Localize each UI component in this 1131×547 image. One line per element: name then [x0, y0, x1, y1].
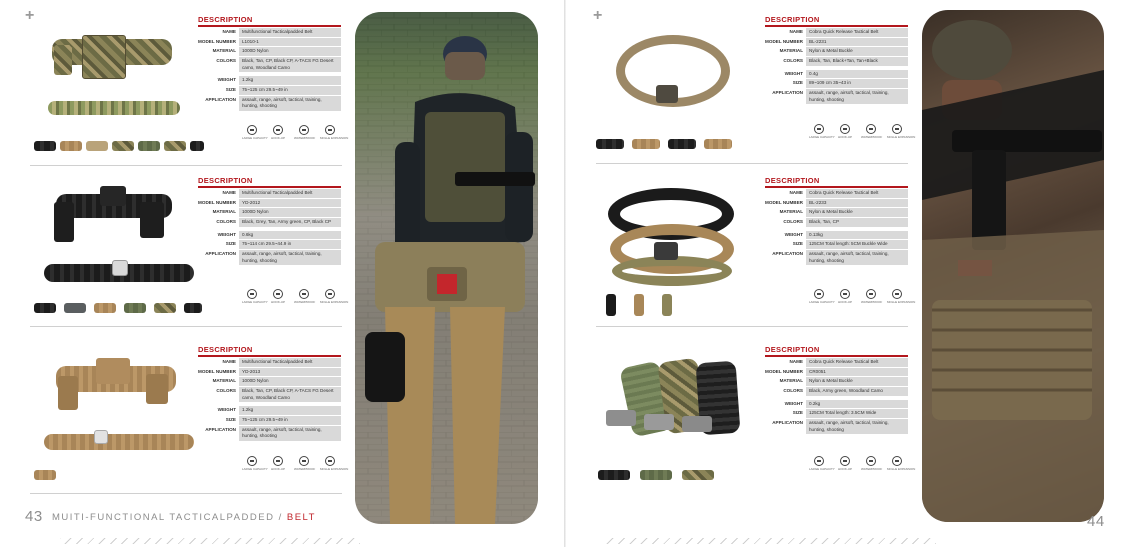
waterproof-icon	[866, 456, 876, 466]
model-number: BL-2231	[806, 38, 908, 47]
application-value: assault, range, airsoft, tactical, training, hunting, shooting	[806, 419, 908, 434]
footer-hatch	[60, 538, 360, 544]
heading-rule	[198, 25, 341, 27]
product-3-photos	[30, 350, 200, 490]
colors-value: Black, Tan, CP	[806, 218, 908, 227]
product-name: Multifunctional Tacticalpadded Belt	[239, 189, 341, 198]
belt-pouch-image	[58, 376, 78, 410]
color-swatch	[154, 303, 176, 313]
description-heading: DESCRIPTION	[765, 345, 820, 354]
section-divider	[30, 493, 342, 494]
product-name: Cobra Quick Release Tactical Belt	[806, 358, 908, 367]
weight-label: WEIGHT	[784, 70, 803, 76]
description-heading: DESCRIPTION	[765, 15, 820, 24]
cobra-buckle-image	[644, 414, 674, 430]
medical-patch-image	[112, 260, 128, 276]
weight-label: WEIGHT	[217, 407, 236, 413]
feature-label: LARGE CAPACITY	[242, 136, 268, 140]
model-label: MODEL NUMBER	[765, 38, 803, 44]
section-divider	[596, 163, 908, 164]
feature-label: MOLLE EXPANSION	[887, 467, 916, 471]
belt-pouch-image	[54, 45, 72, 75]
colors-label: COLORS	[216, 57, 236, 63]
application-value: assault, range, airsoft, tactical, training, hunting, shooting	[806, 250, 908, 265]
material-value: Nylon & Metal Buckle	[806, 377, 908, 386]
color-swatch	[640, 470, 672, 480]
color-swatch	[60, 141, 82, 151]
cobra-belt-camo-image	[612, 256, 732, 286]
product-4-photos	[596, 25, 756, 160]
product-6-photos	[596, 350, 756, 490]
hook-up-icon	[273, 125, 283, 135]
size-label: SIZE	[792, 241, 803, 247]
material-value: Nylon & Metal Buckle	[806, 208, 908, 217]
footer-title	[52, 512, 316, 523]
color-swatch	[94, 303, 116, 313]
catalog-page-left	[0, 0, 565, 547]
molle-expansion-icon	[325, 125, 335, 135]
size-value: 75~114 cm 29.5~44.9 in	[239, 240, 341, 249]
feature-label: LARGE CAPACITY	[242, 467, 268, 471]
waterproof-icon	[299, 289, 309, 299]
color-swatch	[124, 303, 146, 313]
feature-label: WATERPROOF	[294, 300, 316, 304]
feature-label: WATERPROOF	[861, 467, 883, 471]
size-value: 75~125 cm 29.5~49 in	[239, 86, 341, 95]
name-label: NAME	[222, 29, 236, 34]
colors-value: Black, Army green, Woodland Camo	[806, 387, 908, 396]
product-name: Cobra Quick Release Tactical Belt	[806, 189, 908, 198]
feature-label: HOOK-UP	[270, 136, 285, 140]
feature-label: WATERPROOF	[861, 135, 883, 139]
color-swatch	[34, 470, 56, 480]
belt-pouch-image	[82, 35, 126, 79]
name-label: NAME	[222, 359, 236, 364]
description-heading: DESCRIPTION	[198, 345, 253, 354]
color-swatch	[138, 141, 160, 151]
product-6-description	[765, 345, 908, 434]
belt-pouch-image	[146, 374, 168, 404]
large-capacity-icon	[814, 456, 824, 466]
product-3-description	[198, 345, 341, 441]
product-name: Multifunctional Tacticalpadded Belt	[239, 358, 341, 367]
model-number: CR0051	[806, 368, 908, 377]
feature-label: HOOK-UP	[270, 467, 285, 471]
color-swatch	[632, 139, 660, 149]
belt-layout-image	[44, 434, 194, 450]
molle-expansion-icon	[325, 289, 335, 299]
material-label: MATERIAL	[779, 209, 803, 215]
feature-label: WATERPROOF	[294, 136, 316, 140]
product-3-feature-icons	[242, 456, 349, 471]
inner-belt-image	[48, 101, 180, 115]
large-capacity-icon	[814, 289, 824, 299]
size-label: SIZE	[792, 80, 803, 86]
footer-title-text: MUITI-FUNCTIONAL TACTICALPADDED /	[52, 512, 287, 523]
belt-pouch-image	[96, 358, 130, 384]
product-5-feature-icons	[809, 289, 916, 304]
color-swatch	[634, 294, 644, 316]
description-heading: DESCRIPTION	[198, 176, 253, 185]
feature-label: LARGE CAPACITY	[242, 300, 268, 304]
feature-label: HOOK-UP	[270, 300, 285, 304]
medical-patch-image	[94, 430, 108, 444]
cobra-buckle-image	[682, 416, 712, 432]
color-swatch	[64, 303, 86, 313]
product-4-description	[765, 15, 908, 104]
size-value: 125CM Total length: 5CM Buckle Wide	[806, 240, 908, 249]
colors-value: Black, Tan, CP, Black CP, A-TACS FG Desert camo, Woodland Camo	[239, 387, 341, 402]
material-value: 1000D Nylon	[239, 47, 341, 56]
product-1-feature-icons	[242, 125, 349, 140]
application-value: assault, range, airsoft, tactical, training, hunting, shooting	[239, 250, 341, 265]
cobra-buckle-image	[606, 410, 636, 426]
colors-label: COLORS	[783, 218, 803, 224]
product-4-feature-icons	[809, 124, 916, 139]
description-heading: DESCRIPTION	[765, 176, 820, 185]
color-swatch	[662, 294, 672, 316]
color-swatch	[598, 470, 630, 480]
large-capacity-icon	[247, 125, 257, 135]
application-value: assault, range, airsoft, tactical, training, hunting, shooting	[239, 426, 341, 441]
color-swatch	[184, 303, 202, 313]
size-label: SIZE	[225, 86, 236, 92]
weight-value: 1.2kg	[239, 406, 341, 415]
color-swatch	[682, 470, 714, 480]
material-value: Nylon & Metal Buckle	[806, 47, 908, 56]
size-label: SIZE	[225, 416, 236, 422]
weight-value: 1.2kg	[239, 76, 341, 85]
section-divider	[30, 326, 342, 327]
product-1-description	[198, 15, 341, 111]
operator-illustration	[922, 10, 1104, 522]
model-number: YD-2013	[239, 368, 341, 377]
model-label: MODEL NUMBER	[765, 199, 803, 205]
feature-label: LARGE CAPACITY	[809, 467, 835, 471]
large-capacity-icon	[814, 124, 824, 134]
hook-up-icon	[840, 289, 850, 299]
product-1-photos	[30, 25, 200, 165]
cobra-buckle-image	[656, 85, 678, 103]
material-label: MATERIAL	[779, 378, 803, 384]
color-swatches	[596, 137, 756, 153]
weight-value: 0.13kg	[806, 231, 908, 240]
material-label: MATERIAL	[212, 48, 236, 54]
name-label: NAME	[222, 190, 236, 195]
waterproof-icon	[299, 125, 309, 135]
molle-expansion-icon	[892, 124, 902, 134]
application-label: APPLICATION	[205, 426, 236, 432]
name-label: NAME	[789, 359, 803, 364]
lifestyle-photo-soldier	[355, 12, 538, 524]
feature-label: MOLLE EXPANSION	[320, 467, 349, 471]
model-label: MODEL NUMBER	[198, 199, 236, 205]
weight-label: WEIGHT	[784, 400, 803, 406]
material-value: 1000D Nylon	[239, 377, 341, 386]
model-label: MODEL NUMBER	[765, 368, 803, 374]
product-5-photos	[596, 182, 756, 327]
weight-label: WEIGHT	[217, 77, 236, 83]
description-heading: DESCRIPTION	[198, 15, 253, 24]
belt-pouch-image	[140, 202, 164, 238]
feature-label: WATERPROOF	[861, 300, 883, 304]
feature-label: HOOK-UP	[837, 135, 852, 139]
cobra-buckle-image	[654, 242, 678, 260]
lifestyle-photo-operator	[922, 10, 1104, 522]
heading-rule	[765, 186, 908, 188]
material-value: 1000D Nylon	[239, 208, 341, 217]
color-swatches	[34, 301, 204, 317]
color-swatch	[606, 294, 616, 316]
page-number: 43	[25, 508, 43, 525]
colors-value: Black, Tan, CP, Black CP, A-TACS FG Desert camo, Woodland Camo	[239, 57, 341, 72]
size-value: 89~109 cm 35~43 in	[806, 79, 908, 88]
material-label: MATERIAL	[212, 378, 236, 384]
crop-mark-icon: +	[593, 7, 603, 24]
model-label: MODEL NUMBER	[198, 368, 236, 374]
molle-expansion-icon	[892, 289, 902, 299]
heading-rule	[198, 186, 341, 188]
hook-up-icon	[840, 456, 850, 466]
waterproof-icon	[866, 289, 876, 299]
weight-value: 0.2kg	[806, 400, 908, 409]
color-swatch	[596, 139, 624, 149]
belt-pouch-image	[54, 202, 74, 242]
color-swatch	[112, 141, 134, 151]
large-capacity-icon	[247, 289, 257, 299]
weight-label: WEIGHT	[217, 231, 236, 237]
feature-label: LARGE CAPACITY	[809, 300, 835, 304]
color-swatch	[164, 141, 186, 151]
application-value: assault, range, airsoft, tactical, training, hunting, shooting	[806, 89, 908, 104]
color-swatch	[190, 141, 204, 151]
product-name: Multifunctional Tacticalpadded Belt	[239, 28, 341, 37]
feature-label: MOLLE EXPANSION	[887, 135, 916, 139]
hook-up-icon	[273, 456, 283, 466]
model-label: MODEL NUMBER	[198, 38, 236, 44]
application-label: APPLICATION	[772, 89, 803, 95]
name-label: NAME	[789, 29, 803, 34]
feature-label: WATERPROOF	[294, 467, 316, 471]
material-label: MATERIAL	[212, 209, 236, 215]
catalog-page-right	[566, 0, 1131, 547]
hook-up-icon	[273, 289, 283, 299]
model-number: YD-2012	[239, 199, 341, 208]
weight-value: 0.4g	[806, 70, 908, 79]
size-value: 75~125 cm 29.5~49 in	[239, 416, 341, 425]
application-label: APPLICATION	[772, 250, 803, 256]
model-number: L1010-1	[239, 38, 341, 47]
colors-label: COLORS	[783, 387, 803, 393]
waterproof-icon	[299, 456, 309, 466]
application-label: APPLICATION	[205, 96, 236, 102]
feature-label: MOLLE EXPANSION	[320, 300, 349, 304]
product-6-feature-icons	[809, 456, 916, 471]
product-5-description	[765, 176, 908, 265]
hook-up-icon	[840, 124, 850, 134]
color-swatch	[86, 141, 108, 151]
crop-mark-icon: +	[25, 7, 35, 24]
product-2-feature-icons	[242, 289, 349, 304]
colors-value: Black, Tan, Black+Tan, Tan+Black	[806, 57, 908, 66]
heading-rule	[765, 355, 908, 357]
colors-label: COLORS	[783, 57, 803, 63]
feature-label: MOLLE EXPANSION	[320, 136, 349, 140]
molle-expansion-icon	[892, 456, 902, 466]
feature-label: HOOK-UP	[837, 300, 852, 304]
product-name: Cobra Quick Release Tactical Belt	[806, 28, 908, 37]
color-swatches	[598, 468, 748, 484]
weight-label: WEIGHT	[784, 231, 803, 237]
color-swatch	[668, 139, 696, 149]
size-label: SIZE	[792, 410, 803, 416]
section-divider	[596, 326, 908, 327]
belt-pouch-image	[100, 186, 126, 206]
product-2-description	[198, 176, 341, 265]
color-swatch	[34, 303, 56, 313]
name-label: NAME	[789, 190, 803, 195]
waterproof-icon	[866, 124, 876, 134]
colors-value: Black, Grey, Tan, Army green, CP, Black CP	[239, 218, 341, 227]
product-2-photos	[30, 180, 200, 325]
feature-label: MOLLE EXPANSION	[887, 300, 916, 304]
weight-value: 0.6kg	[239, 231, 341, 240]
page-number: 44	[1087, 513, 1105, 530]
footer-hatch	[606, 538, 936, 544]
color-swatches	[34, 139, 204, 155]
heading-rule	[765, 25, 908, 27]
colors-label: COLORS	[216, 387, 236, 393]
footer-title-highlight: BELT	[286, 512, 316, 523]
application-label: APPLICATION	[772, 419, 803, 425]
application-label: APPLICATION	[205, 250, 236, 256]
large-capacity-icon	[247, 456, 257, 466]
heading-rule	[198, 355, 341, 357]
application-value: assault, range, airsoft, tactical, training, hunting, shooting	[239, 96, 341, 111]
section-divider	[30, 165, 342, 166]
feature-label: LARGE CAPACITY	[809, 135, 835, 139]
model-number: BL-2233	[806, 199, 908, 208]
soldier-illustration	[355, 12, 538, 524]
feature-label: HOOK-UP	[837, 467, 852, 471]
material-label: MATERIAL	[779, 48, 803, 54]
molle-expansion-icon	[325, 456, 335, 466]
color-swatch	[704, 139, 732, 149]
color-swatch	[34, 141, 56, 151]
size-label: SIZE	[225, 241, 236, 247]
color-swatches	[34, 468, 74, 484]
size-value: 125CM Total length: 3.5CM Wide	[806, 409, 908, 418]
colors-label: COLORS	[216, 218, 236, 224]
